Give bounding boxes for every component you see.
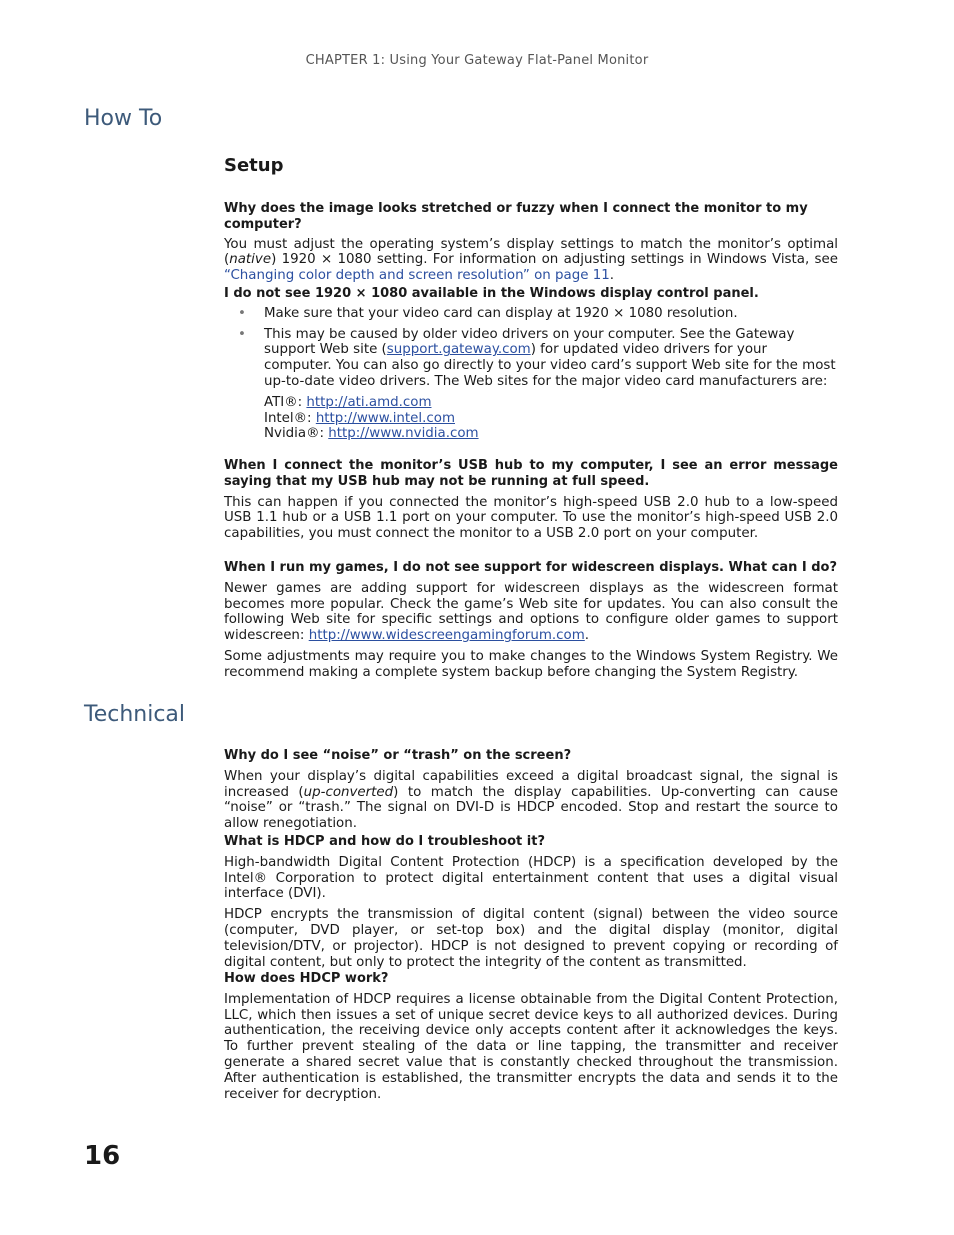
answer: [224, 769, 838, 832]
question: Why do I see “noise” or “trash” on the screen?: [224, 748, 572, 763]
answer-text: Newer games are adding support for widescreen displays as the widescreen format becomes more popular. Check the game’s Web site for updates. You can also consult the following Web site for specific settings and options to configure older games to support widescreen:: [224, 580, 838, 644]
vendor-label: Nvidia®:: [264, 426, 329, 442]
support-gateway-link[interactable]: support.gateway.com: [386, 342, 531, 358]
list-item-text: ) for updated video drivers for your computer. You can also go directly to your video card’s support Web site for the most up-to-date video drivers. The Web sites for the major video card manufacturers are:: [264, 342, 836, 389]
answer-italic: native: [229, 252, 272, 268]
list-item-text: This may be caused by older video drivers on your computer. See the Gateway support Web site (: [264, 326, 795, 358]
question: Why does the image looks stretched or fuzzy when I connect the monitor to my computer?: [224, 201, 808, 232]
answer: Implementation of HDCP requires a license obtainable from the Digital Content Protection, LLC, which then issues a set of unique secret device keys to all authorized devices. During authentication, the receiving device only accepts content after it acknowledges the keys. To further prevent stealing of the data or line tapping, the transmitter and receiver generate a shared secret value that is constantly checked throughout the transmission. After authentication is established, the transmitter encrypts the data and sends it to the receiver for decryption.: [224, 991, 838, 1102]
faq-stretched-image: [224, 201, 838, 284]
faq-widescreen-games: [224, 560, 838, 681]
chapter-header: CHAPTER 1: Using Your Gateway Flat-Panel Monitor: [305, 53, 649, 68]
faq-resolution-missing: [224, 286, 838, 442]
answer-text: .: [584, 628, 590, 644]
question: What is HDCP and how do I troubleshoot it?: [224, 834, 545, 849]
bullet-list: [224, 306, 838, 390]
answer-text: You must adjust the operating system’s display settings to match the monitor’s optimal (: [224, 236, 838, 268]
answer: High-bandwidth Digital Content Protection (HDCP) is a specification developed by the Intel® Corporation to protect digital entertainment content that uses a digital visual interface (DVI).: [224, 854, 838, 902]
list-item-text: Make sure that your video card can display at 1920 × 1080 resolution.: [264, 305, 738, 321]
faq-hdcp: [224, 834, 838, 970]
vendor-intel: [264, 411, 838, 427]
answer-text: .: [609, 268, 615, 284]
section-title-how-to: How To: [84, 106, 163, 131]
bullet-icon: •: [238, 326, 246, 342]
list-item: [224, 327, 838, 390]
question: I do not see 1920 × 1080 available in the Windows display control panel.: [224, 286, 759, 301]
answer: HDCP encrypts the transmission of digital content (signal) between the video source (computer, DVD player, or set-top box) and the digital display (monitor, digital television/DTV, or projector). HDCP is not designed to prevent copying or recording of digital content, but only to protect the integrity of the content as transmitted.: [224, 907, 838, 970]
question: How does HDCP work?: [224, 971, 389, 986]
list-item: [224, 306, 838, 322]
vendor-nvidia: [264, 426, 838, 442]
vendor-ati: [264, 395, 838, 411]
subhead-setup: Setup: [224, 155, 284, 176]
bullet-icon: •: [238, 305, 246, 321]
answer: [224, 581, 838, 644]
answer: Some adjustments may require you to make changes to the Windows System Registry. We recommend making a complete system backup before changing the System Registry.: [224, 648, 838, 680]
question: When I run my games, I do not see support for widescreen displays. What can I do?: [224, 560, 838, 575]
vendor-label: ATI®:: [264, 394, 307, 410]
answer-text: ) to match the display capabilities. Up-converting can cause “noise” or “trash.” The signal on DVI-D is HDCP encoded. Stop and restart the source to allow renegotiation.: [224, 784, 839, 832]
section-title-technical: Technical: [84, 702, 186, 727]
nvidia-link[interactable]: http://www.nvidia.com: [328, 426, 479, 442]
ati-link[interactable]: http://ati.amd.com: [306, 394, 432, 410]
vendor-links: [224, 395, 838, 442]
answer-italic: up-converted: [303, 784, 394, 800]
answer: This can happen if you connected the monitor’s high-speed USB 2.0 hub to a low-speed USB 1.1 hub or a USB 1.1 port on your computer. To use the monitor’s high-speed USB 2.0 capabilities, you must connect the monitor to a USB 2.0 port on your computer.: [224, 494, 838, 542]
faq-hdcp-work: [224, 971, 838, 1102]
answer: [224, 237, 838, 284]
widescreen-forum-link[interactable]: http://www.widescreengamingforum.com: [308, 628, 585, 644]
question: When I connect the monitor’s USB hub to my computer, I see an error message saying that my USB hub may not be running at full speed.: [224, 458, 838, 489]
faq-usb-hub: [224, 458, 838, 542]
setup-block: [224, 155, 838, 176]
page-number: 16: [84, 1141, 121, 1171]
faq-noise: [224, 748, 838, 832]
intel-link[interactable]: http://www.intel.com: [315, 410, 455, 426]
answer-text: ) 1920 × 1080 setting. For information on adjusting settings in Windows Vista, see: [271, 252, 838, 268]
cross-reference-link[interactable]: “Changing color depth and screen resolution” on page 11: [224, 268, 610, 284]
answer-text: When your display’s digital capabilities exceed a digital broadcast signal, the signal is increased (: [224, 768, 838, 800]
vendor-label: Intel®:: [264, 410, 316, 426]
